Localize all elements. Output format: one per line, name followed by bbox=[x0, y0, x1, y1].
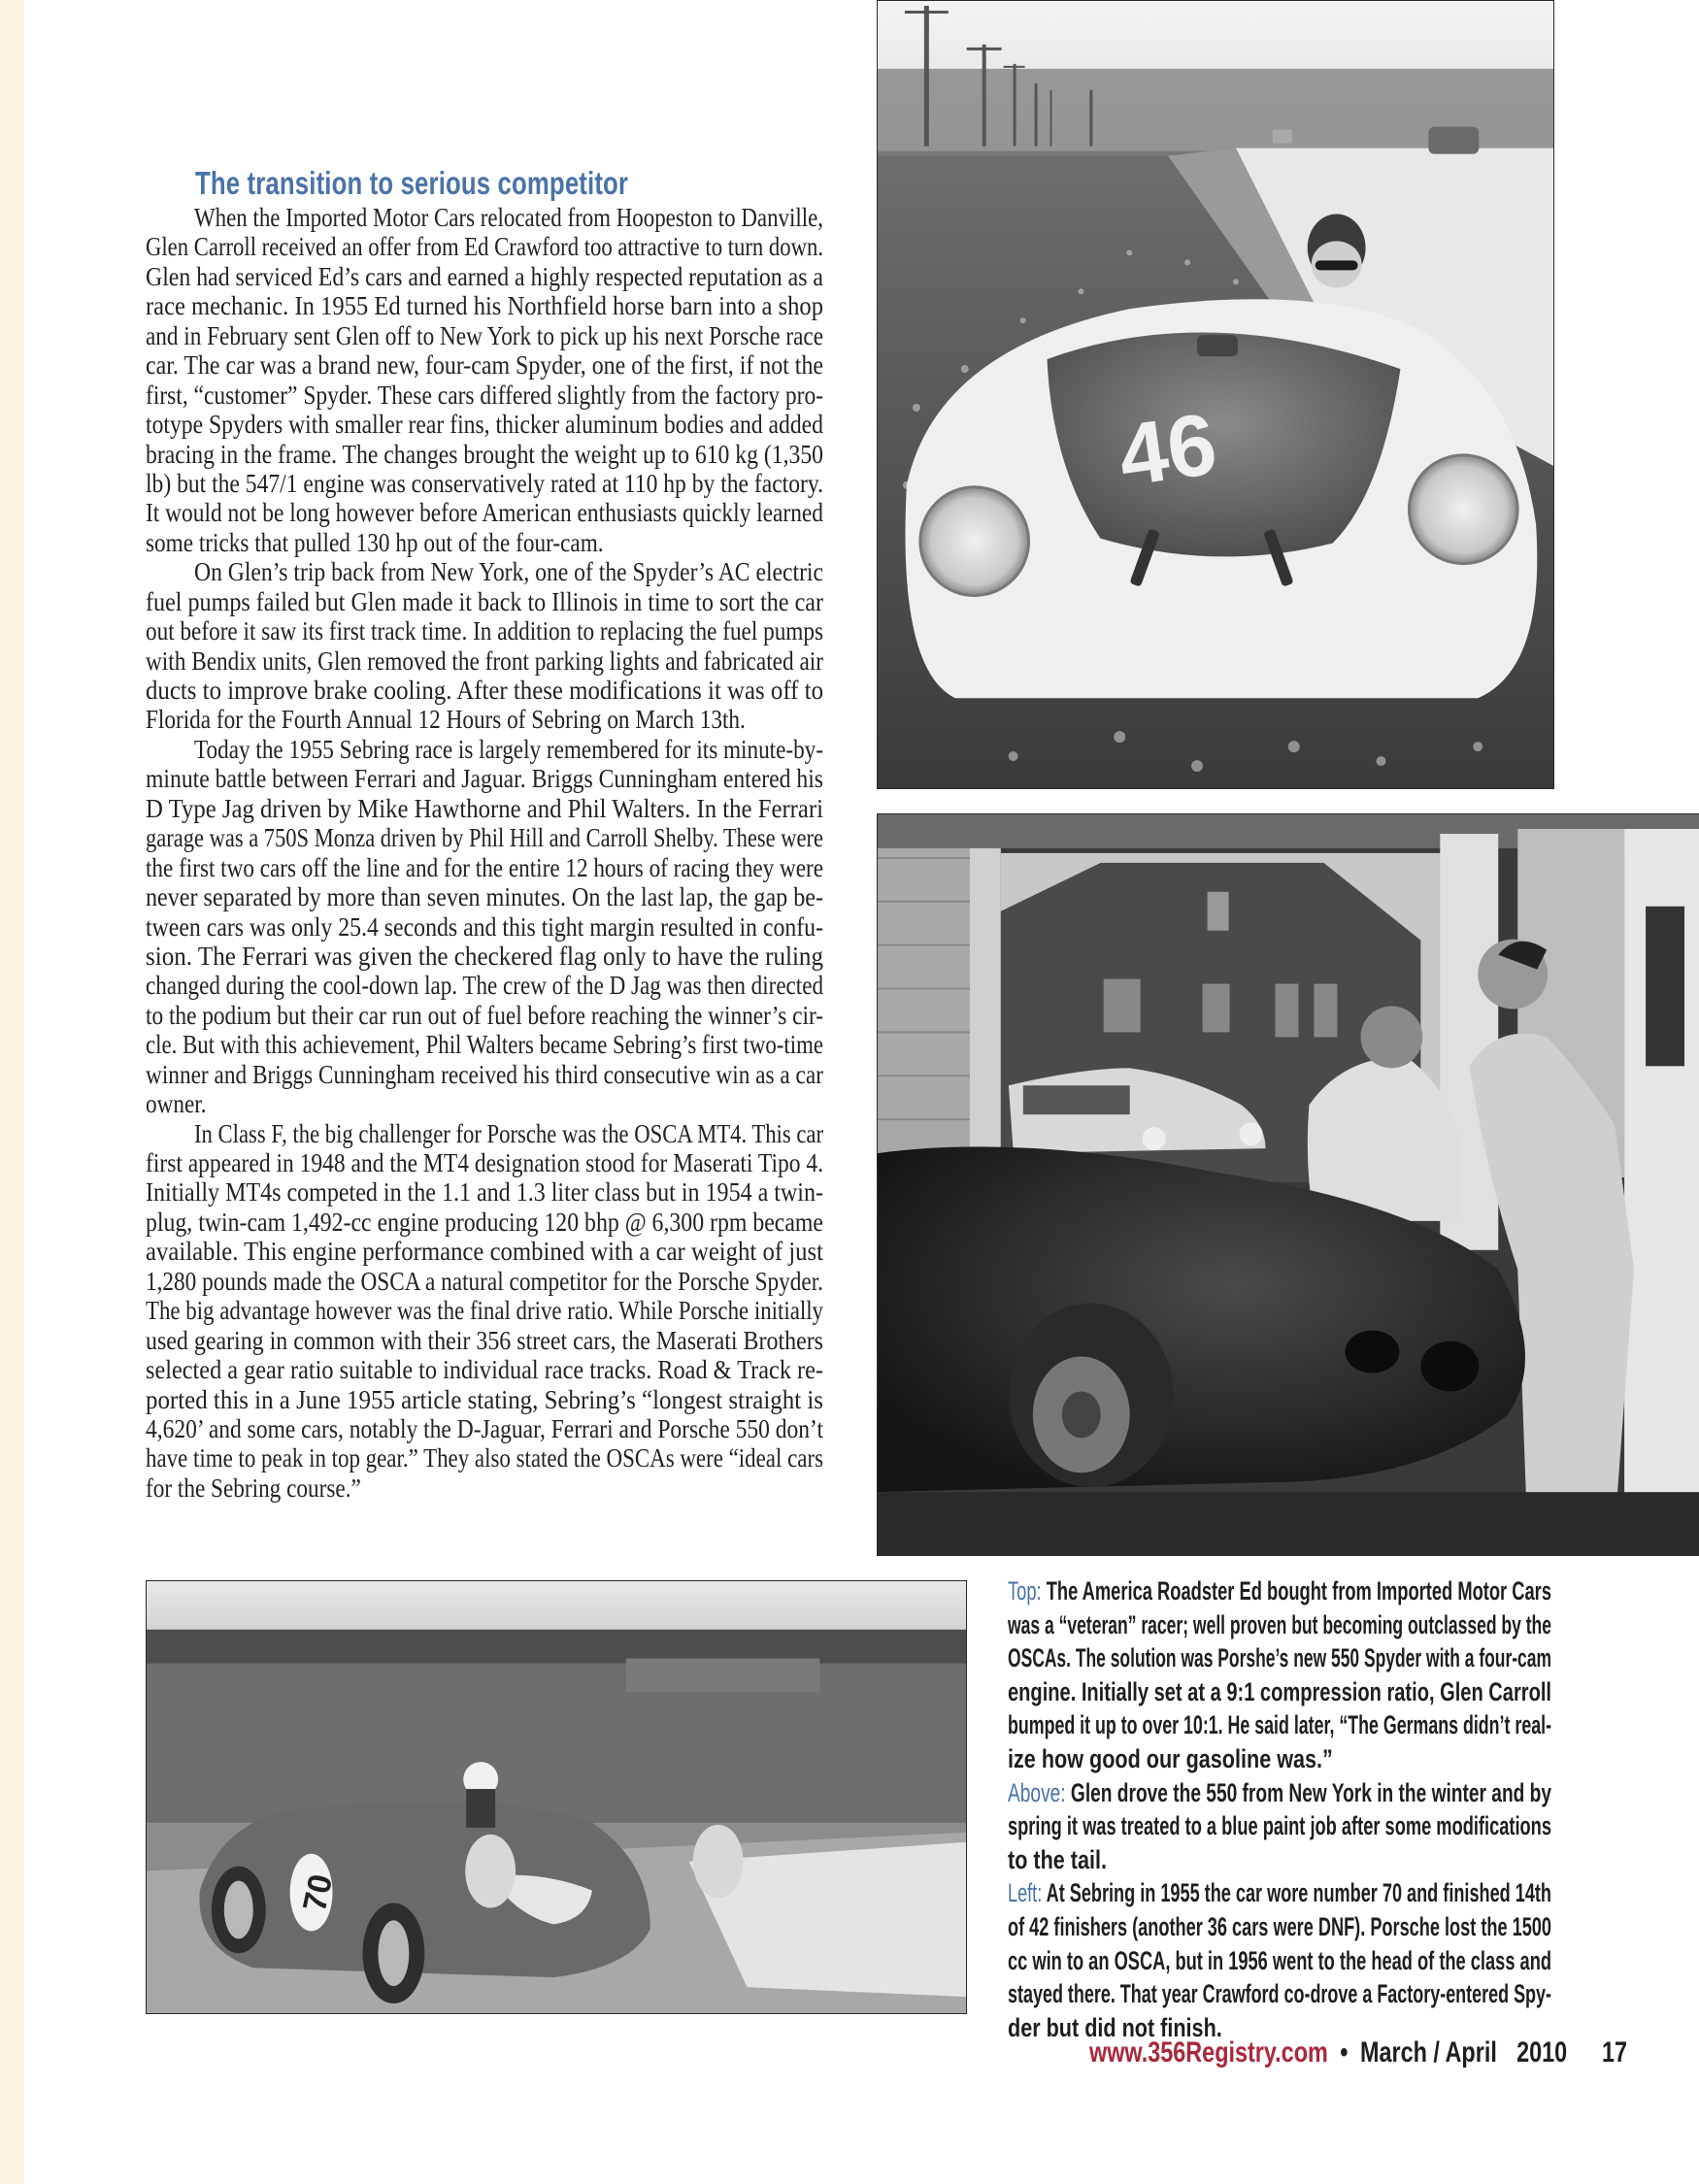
body-line-text: for the Sebring course.” bbox=[146, 1473, 361, 1503]
page-footer bbox=[1089, 2036, 1627, 2069]
body-line bbox=[146, 1208, 823, 1237]
body-line bbox=[146, 469, 823, 498]
body-line bbox=[146, 350, 823, 380]
body-line bbox=[146, 1296, 823, 1325]
caption-text: cc win to an OSCA, but in 1956 went to the head of the class and bbox=[1008, 1945, 1551, 1975]
body-line-text: minute battle between Ferrari and Jaguar. Briggs Cunningham entered his bbox=[146, 764, 823, 794]
body-line-text: When the Imported Motor Cars relocated from Hoopeston to Danville, bbox=[194, 203, 823, 232]
caption-line bbox=[1008, 1843, 1556, 1877]
caption-text: bumped it up to over 10:1. He said later, “The Germans didn’t real- bbox=[1008, 1710, 1551, 1740]
photo-top-roadster-46 bbox=[877, 0, 1554, 789]
body-line-text: and in February sent Glen off to New York to pick up his next Porsche race bbox=[146, 320, 823, 350]
caption-line bbox=[1008, 1977, 1556, 2011]
body-line-text: to the podium but their car run out of fuel before reaching the winner’s cir- bbox=[146, 1000, 823, 1030]
body-line-text: have time to peak in top gear.” They also stated the OSCAs were “ideal cars bbox=[146, 1443, 823, 1473]
body-line bbox=[146, 203, 823, 232]
body-line bbox=[146, 1267, 823, 1296]
body-line bbox=[146, 1355, 823, 1384]
caption-line bbox=[1008, 1776, 1556, 1810]
body-line bbox=[146, 410, 823, 439]
caption-text: spring it was treated to a blue paint job after some modifications bbox=[1008, 1811, 1551, 1841]
body-line bbox=[146, 616, 823, 645]
caption-text: engine. Initially set at a 9:1 compression ratio, Glen Carroll bbox=[1008, 1676, 1551, 1706]
footer-year: 2010 bbox=[1516, 2036, 1568, 2068]
caption-label: Above: bbox=[1008, 1777, 1066, 1807]
body-line-text: car. The car was a brand new, four-cam Spyder, one of the first, if not the bbox=[146, 350, 823, 381]
body-line bbox=[146, 291, 823, 320]
body-line bbox=[146, 646, 823, 676]
body-line-text: available. This engine performance combined with a car weight of just bbox=[146, 1237, 823, 1267]
body-line-text: winner and Briggs Cunningham received his third consecutive win as a car bbox=[146, 1059, 823, 1089]
footer-url-link[interactable]: www.356Registry.com bbox=[1089, 2036, 1328, 2068]
body-line bbox=[146, 705, 823, 734]
body-line-text: selected a gear ratio suitable to individual race tracks. Road & Track re- bbox=[146, 1355, 823, 1385]
photo-above-image bbox=[878, 814, 1699, 1555]
body-line bbox=[146, 971, 823, 1000]
body-line-text: lb) but the 547/1 engine was conservatively rated at 110 hp by the factory. bbox=[146, 468, 823, 498]
body-line-text: with Bendix units, Glen removed the front parking lights and fabricated air bbox=[146, 645, 823, 676]
body-line bbox=[146, 381, 823, 410]
body-line-text: 1,280 pounds made the OSCA a natural competitor for the Porsche Spyder. bbox=[146, 1266, 823, 1296]
caption-text: of 42 finishers (another 36 cars were DNF). Porsche lost the 1500 bbox=[1008, 1911, 1551, 1941]
body-line bbox=[146, 498, 823, 527]
caption-line bbox=[1008, 1809, 1556, 1843]
body-line-text: tween cars was only 25.4 seconds and this tight margin resulted in confu- bbox=[146, 911, 823, 942]
caption-line-text bbox=[1008, 1641, 1551, 1675]
body-line-text: never separated by more than seven minutes. On the last lap, the gap be- bbox=[146, 882, 823, 912]
caption-text: stayed there. That year Crawford co-drove a Factory-entered Spy- bbox=[1008, 1979, 1551, 2009]
article-body bbox=[146, 203, 823, 1503]
caption-line-text bbox=[1008, 1876, 1551, 1910]
caption-line-text bbox=[1008, 1977, 1551, 2011]
caption-text: OSCAs. The solution was Porshe’s new 550 Spyder with a four-cam bbox=[1008, 1643, 1551, 1673]
body-line bbox=[146, 557, 823, 586]
body-line-text: ducts to improve brake cooling. After these modifications it was off to bbox=[146, 676, 823, 705]
body-line-text: sion. The Ferrari was given the checkered flag only to have the ruling bbox=[146, 941, 823, 971]
margin-strip bbox=[0, 0, 24, 2184]
photo-left-image bbox=[147, 1581, 966, 2013]
body-line bbox=[146, 1414, 823, 1443]
caption-line bbox=[1008, 1910, 1556, 1944]
body-line-text: used gearing in common with their 356 street cars, the Maserati Brothers bbox=[146, 1325, 823, 1355]
body-line bbox=[146, 1326, 823, 1355]
footer-issue: March / April bbox=[1359, 2036, 1497, 2068]
body-line bbox=[146, 676, 823, 705]
photo-top-image bbox=[878, 1, 1553, 788]
caption-text: The America Roadster Ed bought from Imported Motor Cars bbox=[1041, 1576, 1551, 1605]
body-line bbox=[146, 321, 823, 350]
footer-bullet: • bbox=[1340, 2036, 1349, 2068]
body-line-text: It would not be long however before American enthusiasts quickly learned bbox=[146, 498, 823, 528]
caption-text: der but did not finish. bbox=[1008, 2012, 1222, 2042]
body-line bbox=[146, 912, 823, 942]
caption-line bbox=[1008, 1608, 1556, 1642]
body-line-text: Today the 1955 Sebring race is largely remembered for its minute-by- bbox=[194, 734, 823, 764]
caption-label: Top: bbox=[1008, 1576, 1042, 1605]
race-number-70: 70 bbox=[296, 1870, 341, 1915]
body-line-text: garage was a 750S Monza driven by Phil Hill and Carroll Shelby. These were bbox=[146, 823, 823, 853]
body-line-text: race mechanic. In 1955 Ed turned his Northfield horse barn into a shop bbox=[146, 291, 823, 321]
caption-line-text bbox=[1008, 1843, 1107, 1877]
caption-line-text bbox=[1008, 1742, 1333, 1776]
body-line bbox=[146, 1385, 823, 1414]
body-line-text: Glen had serviced Ed’s cars and earned a highly respected reputation as a bbox=[146, 261, 823, 291]
body-line bbox=[146, 262, 823, 291]
caption-line-text bbox=[1008, 1910, 1551, 1944]
body-line-text: 4,620’ and some cars, notably the D-Jaguar, Ferrari and Porsche 550 don’t bbox=[146, 1413, 823, 1443]
body-line-text: bracing in the frame. The changes brought the weight up to 610 kg (1,350 bbox=[146, 439, 823, 469]
caption-line-text bbox=[1008, 1944, 1551, 1978]
body-line bbox=[146, 1473, 823, 1503]
body-line-text: On Glen’s trip back from New York, one of the Spyder’s AC electric bbox=[194, 557, 823, 587]
caption-line bbox=[1008, 1641, 1556, 1675]
caption-line-text bbox=[1008, 1675, 1551, 1709]
caption-line bbox=[1008, 1944, 1556, 1978]
caption-text: At Sebring in 1955 the car wore number 70 and finished 14th bbox=[1042, 1878, 1551, 1908]
caption-line bbox=[1008, 1675, 1556, 1709]
body-line bbox=[146, 882, 823, 911]
body-line-text: Florida for the Fourth Annual 12 Hours of Sebring on March 13th. bbox=[146, 705, 746, 735]
body-line bbox=[146, 232, 823, 261]
photo-left-sebring-70 bbox=[146, 1580, 967, 2014]
body-line bbox=[146, 853, 823, 882]
body-line-text: cle. But with this achievement, Phil Walters became Sebring’s first two-time bbox=[146, 1030, 823, 1060]
caption-text: Glen drove the 550 from New York in the winter and by bbox=[1065, 1777, 1551, 1807]
body-line bbox=[146, 1060, 823, 1089]
body-line-text: some tricks that pulled 130 hp out of the four-cam. bbox=[146, 527, 604, 557]
body-line-text: totype Spyders with smaller rear fins, thicker aluminum bodies and added bbox=[146, 410, 823, 440]
caption-line-text bbox=[1008, 1608, 1551, 1642]
body-line bbox=[146, 587, 823, 616]
body-line-text: owner. bbox=[146, 1089, 207, 1119]
photo-caption bbox=[1008, 1574, 1556, 2044]
body-line bbox=[146, 764, 823, 793]
body-line-text: first, “customer” Spyder. These cars differed slightly from the factory pro- bbox=[146, 380, 823, 410]
body-line bbox=[146, 1148, 823, 1177]
body-line-text: plug, twin-cam 1,492-cc engine producing 120 bhp @ 6,300 rpm became bbox=[146, 1207, 823, 1237]
body-line bbox=[146, 735, 823, 764]
body-line bbox=[146, 440, 823, 469]
caption-line-text bbox=[1008, 1708, 1551, 1742]
section-heading: The transition to serious competitor bbox=[195, 165, 629, 201]
body-line bbox=[146, 1443, 823, 1473]
body-line-text: fuel pumps failed but Glen made it back to Illinois in time to sort the car bbox=[146, 586, 823, 616]
photo-above-garage bbox=[877, 813, 1699, 1556]
body-line-text: the first two cars off the line and for the entire 12 hours of racing they were bbox=[146, 852, 823, 882]
body-line-text: D Type Jag driven by Mike Hawthorne and Phil Walters. In the Ferrari bbox=[146, 793, 823, 823]
body-line bbox=[146, 823, 823, 852]
caption-line-text bbox=[1008, 1809, 1551, 1843]
body-line-text: Initially MT4s competed in the 1.1 and 1.3 liter class but in 1954 a twin- bbox=[146, 1177, 823, 1208]
caption-line bbox=[1008, 1708, 1556, 1742]
body-line-text: out before it saw its first track time. In addition to replacing the fuel pumps bbox=[146, 616, 823, 646]
body-line bbox=[146, 794, 823, 823]
body-line bbox=[146, 528, 823, 557]
body-line-text: In Class F, the big challenger for Porsche was the OSCA MT4. This car bbox=[194, 1118, 823, 1148]
caption-label: Left: bbox=[1008, 1878, 1043, 1908]
body-line-text: first appeared in 1948 and the MT4 designation stood for Maserati Tipo 4. bbox=[146, 1148, 823, 1177]
caption-text: ize how good our gasoline was.” bbox=[1008, 1743, 1333, 1773]
page-number: 17 bbox=[1602, 2036, 1628, 2068]
body-line-text: Glen Carroll received an offer from Ed Crawford too attractive to turn down. bbox=[146, 232, 823, 262]
body-line bbox=[146, 1089, 823, 1118]
body-line-text: changed during the cool-down lap. The crew of the D Jag was then directed bbox=[146, 971, 823, 1001]
body-line bbox=[146, 942, 823, 971]
body-line-text: ported this in a June 1955 article stating, Sebring’s “longest straight is bbox=[146, 1384, 823, 1414]
caption-line bbox=[1008, 1574, 1556, 1608]
caption-line bbox=[1008, 1876, 1556, 1910]
caption-line-text bbox=[1008, 1574, 1551, 1608]
body-line-text: The big advantage however was the final drive ratio. While Porsche initially bbox=[146, 1296, 823, 1326]
race-number-46: 46 bbox=[1113, 395, 1223, 506]
caption-line-text bbox=[1008, 1776, 1551, 1810]
body-line bbox=[146, 1177, 823, 1207]
caption-line bbox=[1008, 1742, 1556, 1776]
body-line bbox=[146, 1119, 823, 1148]
body-line bbox=[146, 1237, 823, 1266]
caption-text: was a “veteran” racer; well proven but becoming outclassed by the bbox=[1008, 1609, 1551, 1639]
body-line bbox=[146, 1001, 823, 1030]
caption-text: to the tail. bbox=[1008, 1844, 1107, 1874]
body-line bbox=[146, 1030, 823, 1059]
